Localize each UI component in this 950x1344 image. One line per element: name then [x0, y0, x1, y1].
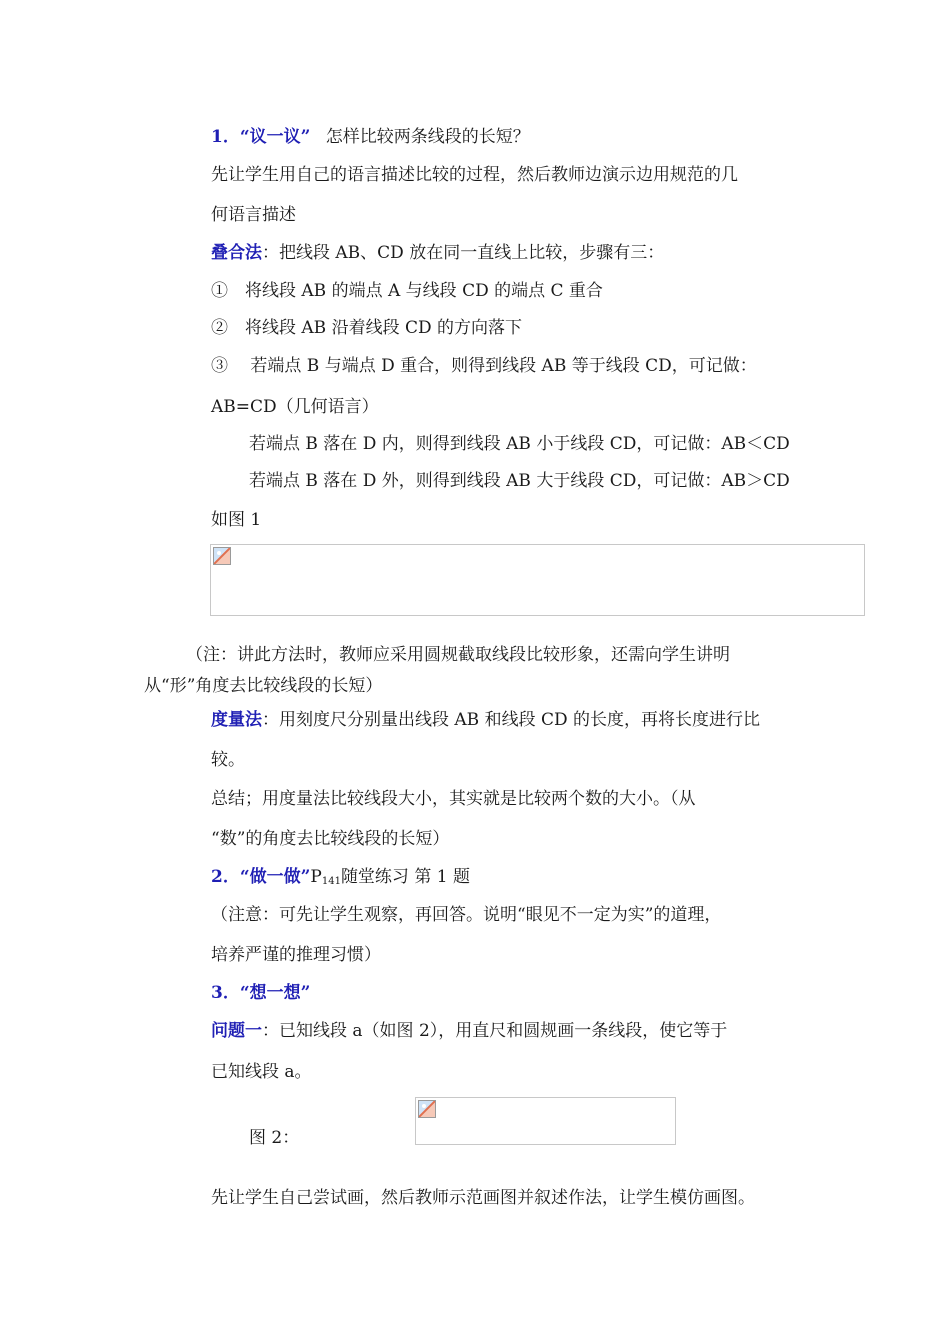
measure-method — [211, 708, 760, 732]
final-paragraph: 先让学生自己尝试画，然后教师示范画图并叙述作法，让学生模仿画图。 — [211, 1188, 755, 1208]
section2-note-2: 培养严谨的推理习惯） — [211, 945, 381, 965]
intro-line-2: 何语言描述 — [211, 205, 296, 225]
section1-title — [211, 125, 530, 149]
step-3: ③ 若端点 B 与端点 D 重合，则得到线段 AB 等于线段 CD，可记做： — [211, 356, 757, 376]
question-1-text: ：已知线段 a（如图 2），用直尺和圆规画一条线段，使它等于 — [262, 1021, 728, 1041]
figure-1-caption: 如图 1 — [211, 510, 262, 530]
measure-line-2: 较。 — [211, 750, 245, 770]
page-ref-number: 141 — [321, 876, 341, 887]
broken-image-icon — [213, 547, 231, 565]
section3-heading: 3．“想一想” — [211, 983, 311, 1003]
broken-image-icon — [418, 1100, 436, 1118]
section2-note-1: （注意：可先让学生观察，再回答。说明“眼见不一定为实”的道理， — [211, 905, 722, 925]
step-1: ① 将线段 AB 的端点 A 与线段 CD 的端点 C 重合 — [211, 281, 603, 301]
intro-line-1: 先让学生用自己的语言描述比较的过程，然后教师边演示边用规范的几 — [211, 165, 738, 185]
overlap-method — [211, 241, 664, 265]
method-note-2: 从“形”角度去比较线段的长短） — [144, 676, 383, 696]
method-note-1: （注：讲此方法时，教师应采用圆规截取线段比较形象，还需向学生讲明 — [186, 645, 730, 665]
question-1-label: 问题一 — [211, 1021, 262, 1041]
section2-title — [211, 865, 470, 894]
figure-1-placeholder — [210, 544, 865, 616]
figure-2-placeholder — [415, 1097, 676, 1145]
measure-text: ：用刻度尺分别量出线段 AB 和线段 CD 的长度，再将长度进行比 — [262, 710, 761, 730]
overlap-text: ：把线段 AB、CD 放在同一直线上比较，步骤有三： — [262, 243, 665, 263]
section2-heading: 2．“做一做” — [211, 867, 311, 887]
case-inside: 若端点 B 落在 D 内，则得到线段 AB 小于线段 CD，可记做：AB＜CD — [249, 434, 790, 454]
summary-line-1: 总结；用度量法比较线段大小，其实就是比较两个数的大小。（从 — [211, 789, 696, 809]
section1-question: 怎样比较两条线段的长短？ — [325, 127, 530, 147]
case-outside: 若端点 B 落在 D 外，则得到线段 AB 大于线段 CD，可记做：AB＞CD — [249, 471, 790, 491]
step-3-continued: AB=CD（几何语言） — [211, 397, 379, 417]
section2-text: 随堂练习 第 1 题 — [340, 867, 470, 887]
step-2: ② 将线段 AB 沿着线段 CD 的方向落下 — [211, 318, 523, 338]
question-1-line-2: 已知线段 a。 — [211, 1062, 312, 1082]
overlap-label: 叠合法 — [211, 243, 262, 263]
measure-label: 度量法 — [211, 710, 262, 730]
figure-2-caption: 图 2： — [249, 1128, 300, 1148]
section1-heading: 1．“议一议” — [211, 127, 311, 147]
page-ref-p: P — [310, 867, 322, 887]
summary-line-2: “数”的角度去比较线段的长短） — [211, 829, 450, 849]
question-1 — [211, 1019, 727, 1043]
